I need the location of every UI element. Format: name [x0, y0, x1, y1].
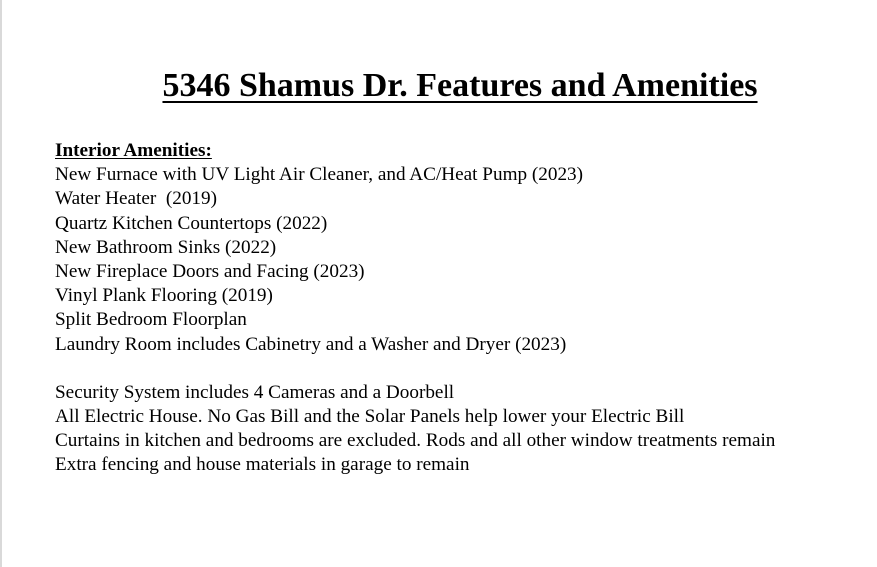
list-item: Security System includes 4 Cameras and a Doorbell	[55, 381, 455, 403]
interior-amenities-heading: Interior Amenities:	[55, 140, 212, 161]
list-item: Vinyl Plank Flooring (2019)	[55, 285, 273, 307]
list-item: Curtains in kitchen and bedrooms are excluded. Rods and all other window treatments remain	[55, 430, 776, 452]
paragraph-spacer	[55, 357, 775, 381]
list-item: Water Heater (2019)	[55, 188, 217, 210]
document-body	[55, 139, 775, 477]
list-item: New Furnace with UV Light Air Cleaner, and AC/Heat Pump (2023)	[55, 164, 584, 186]
document-title: 5346 Shamus Dr. Features and Amenities	[162, 67, 758, 104]
list-item: Quartz Kitchen Countertops (2022)	[55, 212, 328, 234]
list-item: New Fireplace Doors and Facing (2023)	[55, 260, 365, 282]
list-item: Split Bedroom Floorplan	[55, 309, 247, 331]
list-item: New Bathroom Sinks (2022)	[55, 236, 277, 258]
list-item: Laundry Room includes Cabinetry and a Washer and Dryer (2023)	[55, 333, 567, 355]
list-item: Extra fencing and house materials in garage to remain	[55, 454, 470, 476]
list-item: All Electric House. No Gas Bill and the Solar Panels help lower your Electric Bill	[55, 405, 685, 427]
